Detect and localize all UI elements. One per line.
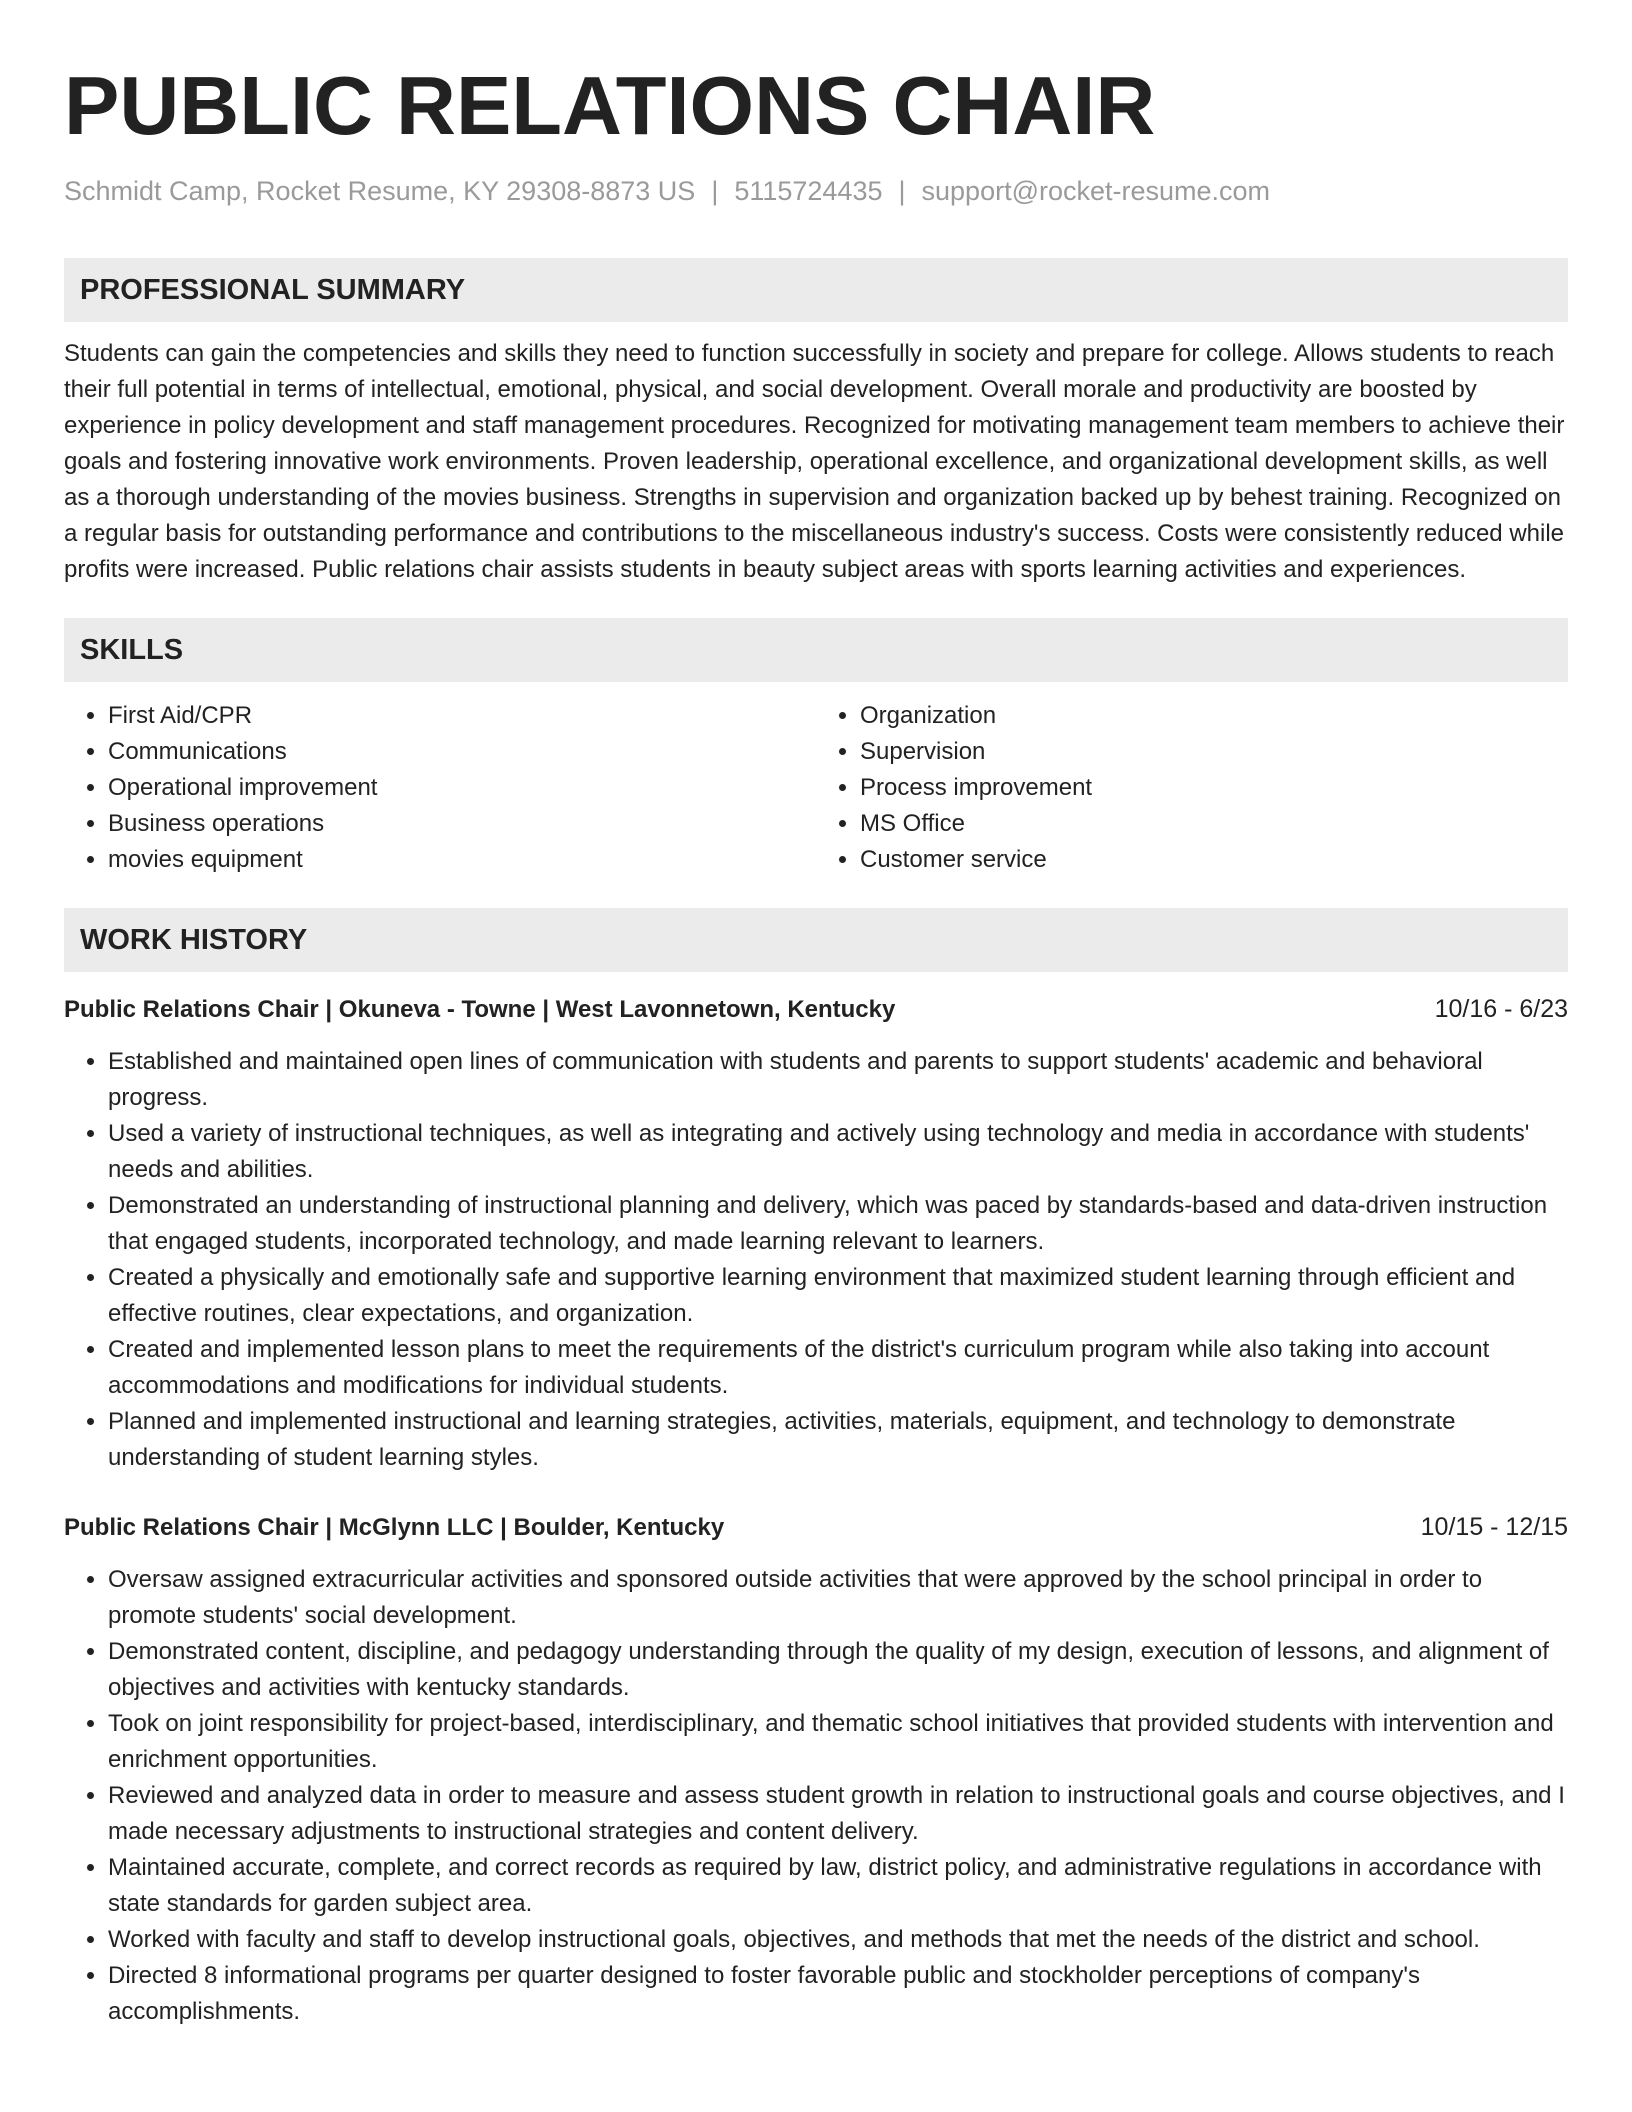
job-entry — [64, 992, 1568, 1476]
job-entry — [64, 1510, 1568, 2030]
job-bullet: • Demonstrated content, discipline, and pedagogy understanding through the quality of my design, execution of lessons, and alignment of objectives and activities with kentucky standards. — [108, 1634, 1568, 1706]
skill-item: • Process improvement — [860, 770, 1568, 806]
job-bullet: • Worked with faculty and staff to develop instructional goals, objectives, and methods that met the needs of the district and school. — [108, 1922, 1568, 1958]
contact-separator: | — [711, 176, 719, 206]
job-bullets — [64, 1562, 1568, 2030]
job-bullet: • Directed 8 informational programs per quarter designed to foster favorable public and stockholder perceptions of company's accomplishments. — [108, 1958, 1568, 2030]
section-heading-summary: PROFESSIONAL SUMMARY — [64, 258, 1568, 322]
job-bullet: • Took on joint responsibility for project-based, interdisciplinary, and thematic school initiatives that provided students with intervention and enrichment opportunities. — [108, 1706, 1568, 1778]
job-bullet: • Established and maintained open lines of communication with students and parents to support students' academic and behavioral progress. — [108, 1044, 1568, 1116]
section-heading-skills: SKILLS — [64, 618, 1568, 682]
skills-grid — [64, 698, 1568, 878]
job-header — [64, 992, 1568, 1027]
contact-line — [64, 174, 1568, 208]
job-bullet: • Created a physically and emotionally safe and supportive learning environment that maximized student learning through efficient and effective routines, clear expectations, and organization. — [108, 1260, 1568, 1332]
section-heading-work-history: WORK HISTORY — [64, 908, 1568, 972]
skill-item: • Customer service — [860, 842, 1568, 878]
job-header — [64, 1510, 1568, 1545]
contact-separator: | — [898, 176, 906, 206]
contact-email: support@rocket-resume.com — [921, 176, 1271, 206]
job-bullet: • Oversaw assigned extracurricular activities and sponsored outside activities that were approved by the school principal in order to promote students' social development. — [108, 1562, 1568, 1634]
skill-item: • movies equipment — [108, 842, 816, 878]
skills-column-right — [816, 698, 1568, 878]
job-dates: 10/16 - 6/23 — [1434, 995, 1568, 1023]
skill-item: • Business operations — [108, 806, 816, 842]
job-title: Public Relations Chair | McGlynn LLC | Boulder, Kentucky — [64, 1514, 725, 1541]
job-bullet: • Demonstrated an understanding of instructional planning and delivery, which was paced by standards-based and data-driven instruction that engaged students, incorporated technology, and made learning relevant to learners. — [108, 1188, 1568, 1260]
skill-item: • First Aid/CPR — [108, 698, 816, 734]
contact-phone: 5115724435 — [734, 176, 883, 206]
job-bullet: • Used a variety of instructional techniques, as well as integrating and actively using technology and media in accordance with students' needs and abilities. — [108, 1116, 1568, 1188]
skill-item: • Communications — [108, 734, 816, 770]
job-bullet: • Planned and implemented instructional and learning strategies, activities, materials, equipment, and technology to demonstrate understanding of student learning styles. — [108, 1404, 1568, 1476]
job-title: Public Relations Chair | Okuneva - Towne | West Lavonnetown, Kentucky — [64, 996, 896, 1023]
skill-item: • MS Office — [860, 806, 1568, 842]
summary-text: Students can gain the competencies and skills they need to function successfully in society and prepare for college. Allows students to reach their full potential in terms of intellectual, emotional, physical, and social development. Overall morale and productivity are boosted by experience in policy development and staff management procedures. Recognized for motivating management team members to achieve their goals and fostering innovative work environments. Proven leadership, operational excellence, and organizational development skills, as well as a thorough understanding of the movies business. Strengths in supervision and organization backed up by behest training. Recognized on a regular basis for outstanding performance and contributions to the miscellaneous industry's success. Costs were consistently reduced while profits were increased. Public relations chair assists students in beauty subject areas with sports learning activities and experiences. — [64, 340, 1565, 583]
contact-address: Schmidt Camp, Rocket Resume, KY 29308-8873 US — [64, 176, 696, 206]
skills-column-left — [64, 698, 816, 878]
job-bullet: • Reviewed and analyzed data in order to measure and assess student growth in relation to instructional goals and course objectives, and I made necessary adjustments to instructional strategies and content delivery. — [108, 1778, 1568, 1850]
job-bullets — [64, 1044, 1568, 1476]
job-dates: 10/15 - 12/15 — [1420, 1513, 1568, 1541]
skill-item: • Organization — [860, 698, 1568, 734]
job-bullet: • Maintained accurate, complete, and correct records as required by law, district policy, and administrative regulations in accordance with state standards for garden subject area. — [108, 1850, 1568, 1922]
skill-item: • Operational improvement — [108, 770, 816, 806]
skill-item: • Supervision — [860, 734, 1568, 770]
resume-name: PUBLIC RELATIONS CHAIR — [64, 59, 1156, 152]
job-bullet: • Created and implemented lesson plans to meet the requirements of the district's curriculum program while also taking into account accommodations and modifications for individual students. — [108, 1332, 1568, 1404]
